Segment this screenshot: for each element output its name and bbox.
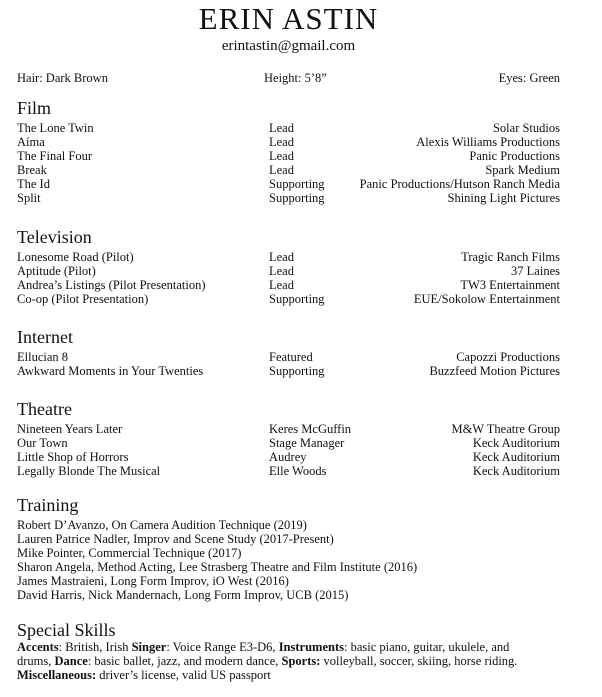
credit-row <box>17 163 560 177</box>
credit-role: Lead <box>269 250 294 264</box>
credit-company: Solar Studios <box>492 121 560 135</box>
skill-label-dance: Dance <box>54 654 88 668</box>
credit-role: Supporting <box>269 177 325 191</box>
section-title-theatre: Theatre <box>17 399 72 419</box>
credit-row <box>17 121 560 135</box>
credit-title: Awkward Moments in Your Twenties <box>17 364 204 378</box>
skill-value-misc: driver’s license, valid US passport <box>96 668 271 682</box>
skill-label-misc: Miscellaneous: <box>17 668 97 682</box>
credit-company: Capozzi Productions <box>456 350 560 364</box>
section-special-skills <box>17 620 560 682</box>
contact-email: erintastin@gmail.com <box>221 38 356 54</box>
skill-label-accents: Accents <box>17 640 59 654</box>
credit-company: 37 Laines <box>511 264 560 278</box>
credit-role: Keres McGuffin <box>269 422 352 436</box>
theatre-credits <box>17 422 560 478</box>
hair-color: Hair: Dark Brown <box>17 71 108 85</box>
skills-text <box>17 640 537 682</box>
training-item: Robert D’Avanzo, On Camera Audition Technique (2019) <box>17 518 307 532</box>
training-item: Mike Pointer, Commercial Technique (2017) <box>17 546 242 560</box>
credit-company: Spark Medium <box>485 163 560 177</box>
credit-company: Panic Productions/Hutson Ranch Media <box>359 177 560 191</box>
credit-title: The Id <box>17 177 50 191</box>
credit-company: TW3 Entertainment <box>460 278 560 292</box>
credit-title: Our Town <box>17 436 68 450</box>
section-title-television: Television <box>17 227 92 247</box>
credit-title: The Final Four <box>17 149 92 163</box>
credit-company: Keck Auditorium <box>472 464 560 478</box>
credit-role: Supporting <box>269 364 325 378</box>
skill-value-sports: volleyball, soccer, skiing, horse riding. <box>320 654 518 668</box>
credit-company: Buzzfeed Motion Pictures <box>429 364 560 378</box>
credit-role: Featured <box>269 350 313 364</box>
resume-page <box>17 0 560 682</box>
section-training <box>17 495 560 602</box>
section-title-film: Film <box>17 98 52 118</box>
physical-stats <box>17 70 560 86</box>
section-film <box>17 98 560 205</box>
film-credits <box>17 121 560 205</box>
credit-role: Audrey <box>269 450 307 464</box>
credit-role: Lead <box>269 135 294 149</box>
section-title-training: Training <box>17 495 79 515</box>
credit-title: Aptitude (Pilot) <box>17 264 96 278</box>
credit-row <box>17 422 560 436</box>
skill-value-singer: : Voice Range E3-D6, <box>166 640 279 654</box>
section-title-special-skills: Special Skills <box>17 620 116 640</box>
credit-row <box>17 464 560 478</box>
credit-row <box>17 149 560 163</box>
section-title-internet: Internet <box>17 327 73 347</box>
credit-title: Little Shop of Horrors <box>17 450 129 464</box>
credit-title: Break <box>17 163 47 177</box>
credit-title: The Lone Twin <box>17 121 94 135</box>
section-theatre <box>17 399 560 478</box>
training-item: David Harris, Nick Mandernach, Long Form Improv, UCB (2015) <box>17 588 349 602</box>
credit-row <box>17 350 560 364</box>
credit-row <box>17 177 560 191</box>
credit-company: Shining Light Pictures <box>447 191 560 205</box>
credit-role: Lead <box>269 278 294 292</box>
credit-row <box>17 292 560 306</box>
skill-value-dance: : basic ballet, jazz, and modern dance, <box>87 654 282 668</box>
credit-company: Alexis Williams Productions <box>416 135 560 149</box>
credit-row <box>17 436 560 450</box>
section-internet <box>17 327 560 378</box>
section-television <box>17 227 560 306</box>
credit-title: Split <box>17 191 41 205</box>
credit-row <box>17 364 560 378</box>
skill-label-sports: Sports: <box>281 654 321 668</box>
training-item: Sharon Angela, Method Acting, Lee Strasberg Theatre and Film Institute (2016) <box>17 560 418 574</box>
skill-label-instruments: Instruments <box>278 640 344 654</box>
credit-role: Supporting <box>269 292 325 306</box>
eye-color: Eyes: Green <box>498 71 560 85</box>
credit-title: Co-op (Pilot Presentation) <box>17 292 149 306</box>
credit-row <box>17 264 560 278</box>
internet-credits <box>17 350 560 378</box>
credit-title: Ellucian 8 <box>17 350 69 364</box>
credit-company: EUE/Sokolow Entertainment <box>413 292 560 306</box>
credit-company: M&W Theatre Group <box>451 422 560 436</box>
credit-row <box>17 191 560 205</box>
credit-row <box>17 450 560 464</box>
height: Height: 5’8” <box>264 71 327 85</box>
training-item: Lauren Patrice Nadler, Improv and Scene Study (2017-Present) <box>17 532 334 546</box>
credit-company: Tragic Ranch Films <box>461 250 560 264</box>
credit-company: Keck Auditorium <box>472 450 560 464</box>
credit-row <box>17 135 560 149</box>
credit-role: Lead <box>269 163 294 177</box>
credit-role: Lead <box>269 149 294 163</box>
skill-value-accents: : British, Irish <box>58 640 132 654</box>
skill-value-instruments: : basic piano, guitar, ukulele, and drums, <box>17 640 510 668</box>
credit-company: Panic Productions <box>469 149 560 163</box>
credit-title: Aíma <box>17 135 45 149</box>
actor-name: ERIN ASTIN <box>198 1 379 36</box>
training-item: James Mastraieni, Long Form Improv, iO West (2016) <box>17 574 289 588</box>
credit-role: Elle Woods <box>269 464 327 478</box>
credit-role: Stage Manager <box>269 436 345 450</box>
credit-row <box>17 250 560 264</box>
credit-title: Legally Blonde The Musical <box>17 464 161 478</box>
skill-label-singer: Singer <box>131 640 167 654</box>
credit-company: Keck Auditorium <box>472 436 560 450</box>
credit-row <box>17 278 560 292</box>
training-list <box>17 518 560 602</box>
credit-title: Nineteen Years Later <box>17 422 123 436</box>
television-credits <box>17 250 560 306</box>
credit-title: Andrea’s Listings (Pilot Presentation) <box>17 278 206 292</box>
credit-role: Supporting <box>269 191 325 205</box>
credit-title: Lonesome Road (Pilot) <box>17 250 134 264</box>
credit-role: Lead <box>269 121 294 135</box>
credit-role: Lead <box>269 264 294 278</box>
